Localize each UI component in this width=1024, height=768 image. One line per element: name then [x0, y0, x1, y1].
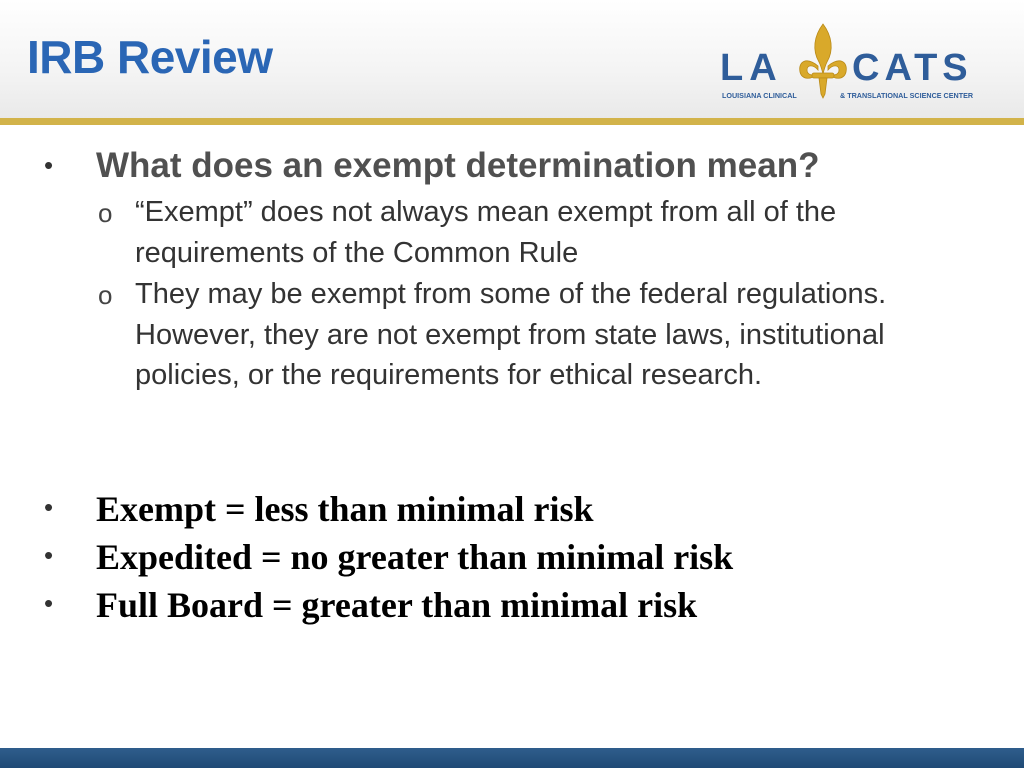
risk-level-expedited: Expedited = no greater than minimal risk [96, 537, 734, 577]
footer-bar [0, 748, 1024, 768]
bullet-marker: • [44, 540, 54, 570]
bullet-marker: • [44, 588, 54, 618]
question-heading: What does an exempt determination mean? [96, 146, 820, 185]
sub-bullet-marker: o [98, 280, 113, 310]
logo-subtitle-left: LOUISIANA CLINICAL [722, 91, 797, 100]
bullet-marker: • [44, 150, 54, 180]
fleur-de-lis-icon [800, 24, 847, 98]
logo-right-text: CATS [852, 47, 973, 89]
lacats-logo [718, 20, 998, 102]
sub-point-2: They may be exempt from some of the federal regulations. However, they are not exempt from state laws, institutional policies, or the requirements for ethical research. [135, 278, 887, 391]
header-gold-rule [0, 118, 1024, 125]
slide-title: IRB Review [27, 31, 273, 83]
risk-level-full-board: Full Board = greater than minimal risk [96, 585, 698, 625]
bullet-marker: • [44, 492, 54, 522]
sub-bullet-marker: o [98, 198, 113, 228]
logo-left-text: LA [720, 47, 783, 89]
risk-level-exempt: Exempt = less than minimal risk [96, 489, 594, 529]
sub-point-1: “Exempt” does not always mean exempt from all of the requirements of the Common Rule [135, 196, 837, 269]
logo-subtitle-right: & TRANSLATIONAL SCIENCE CENTER [840, 91, 974, 100]
